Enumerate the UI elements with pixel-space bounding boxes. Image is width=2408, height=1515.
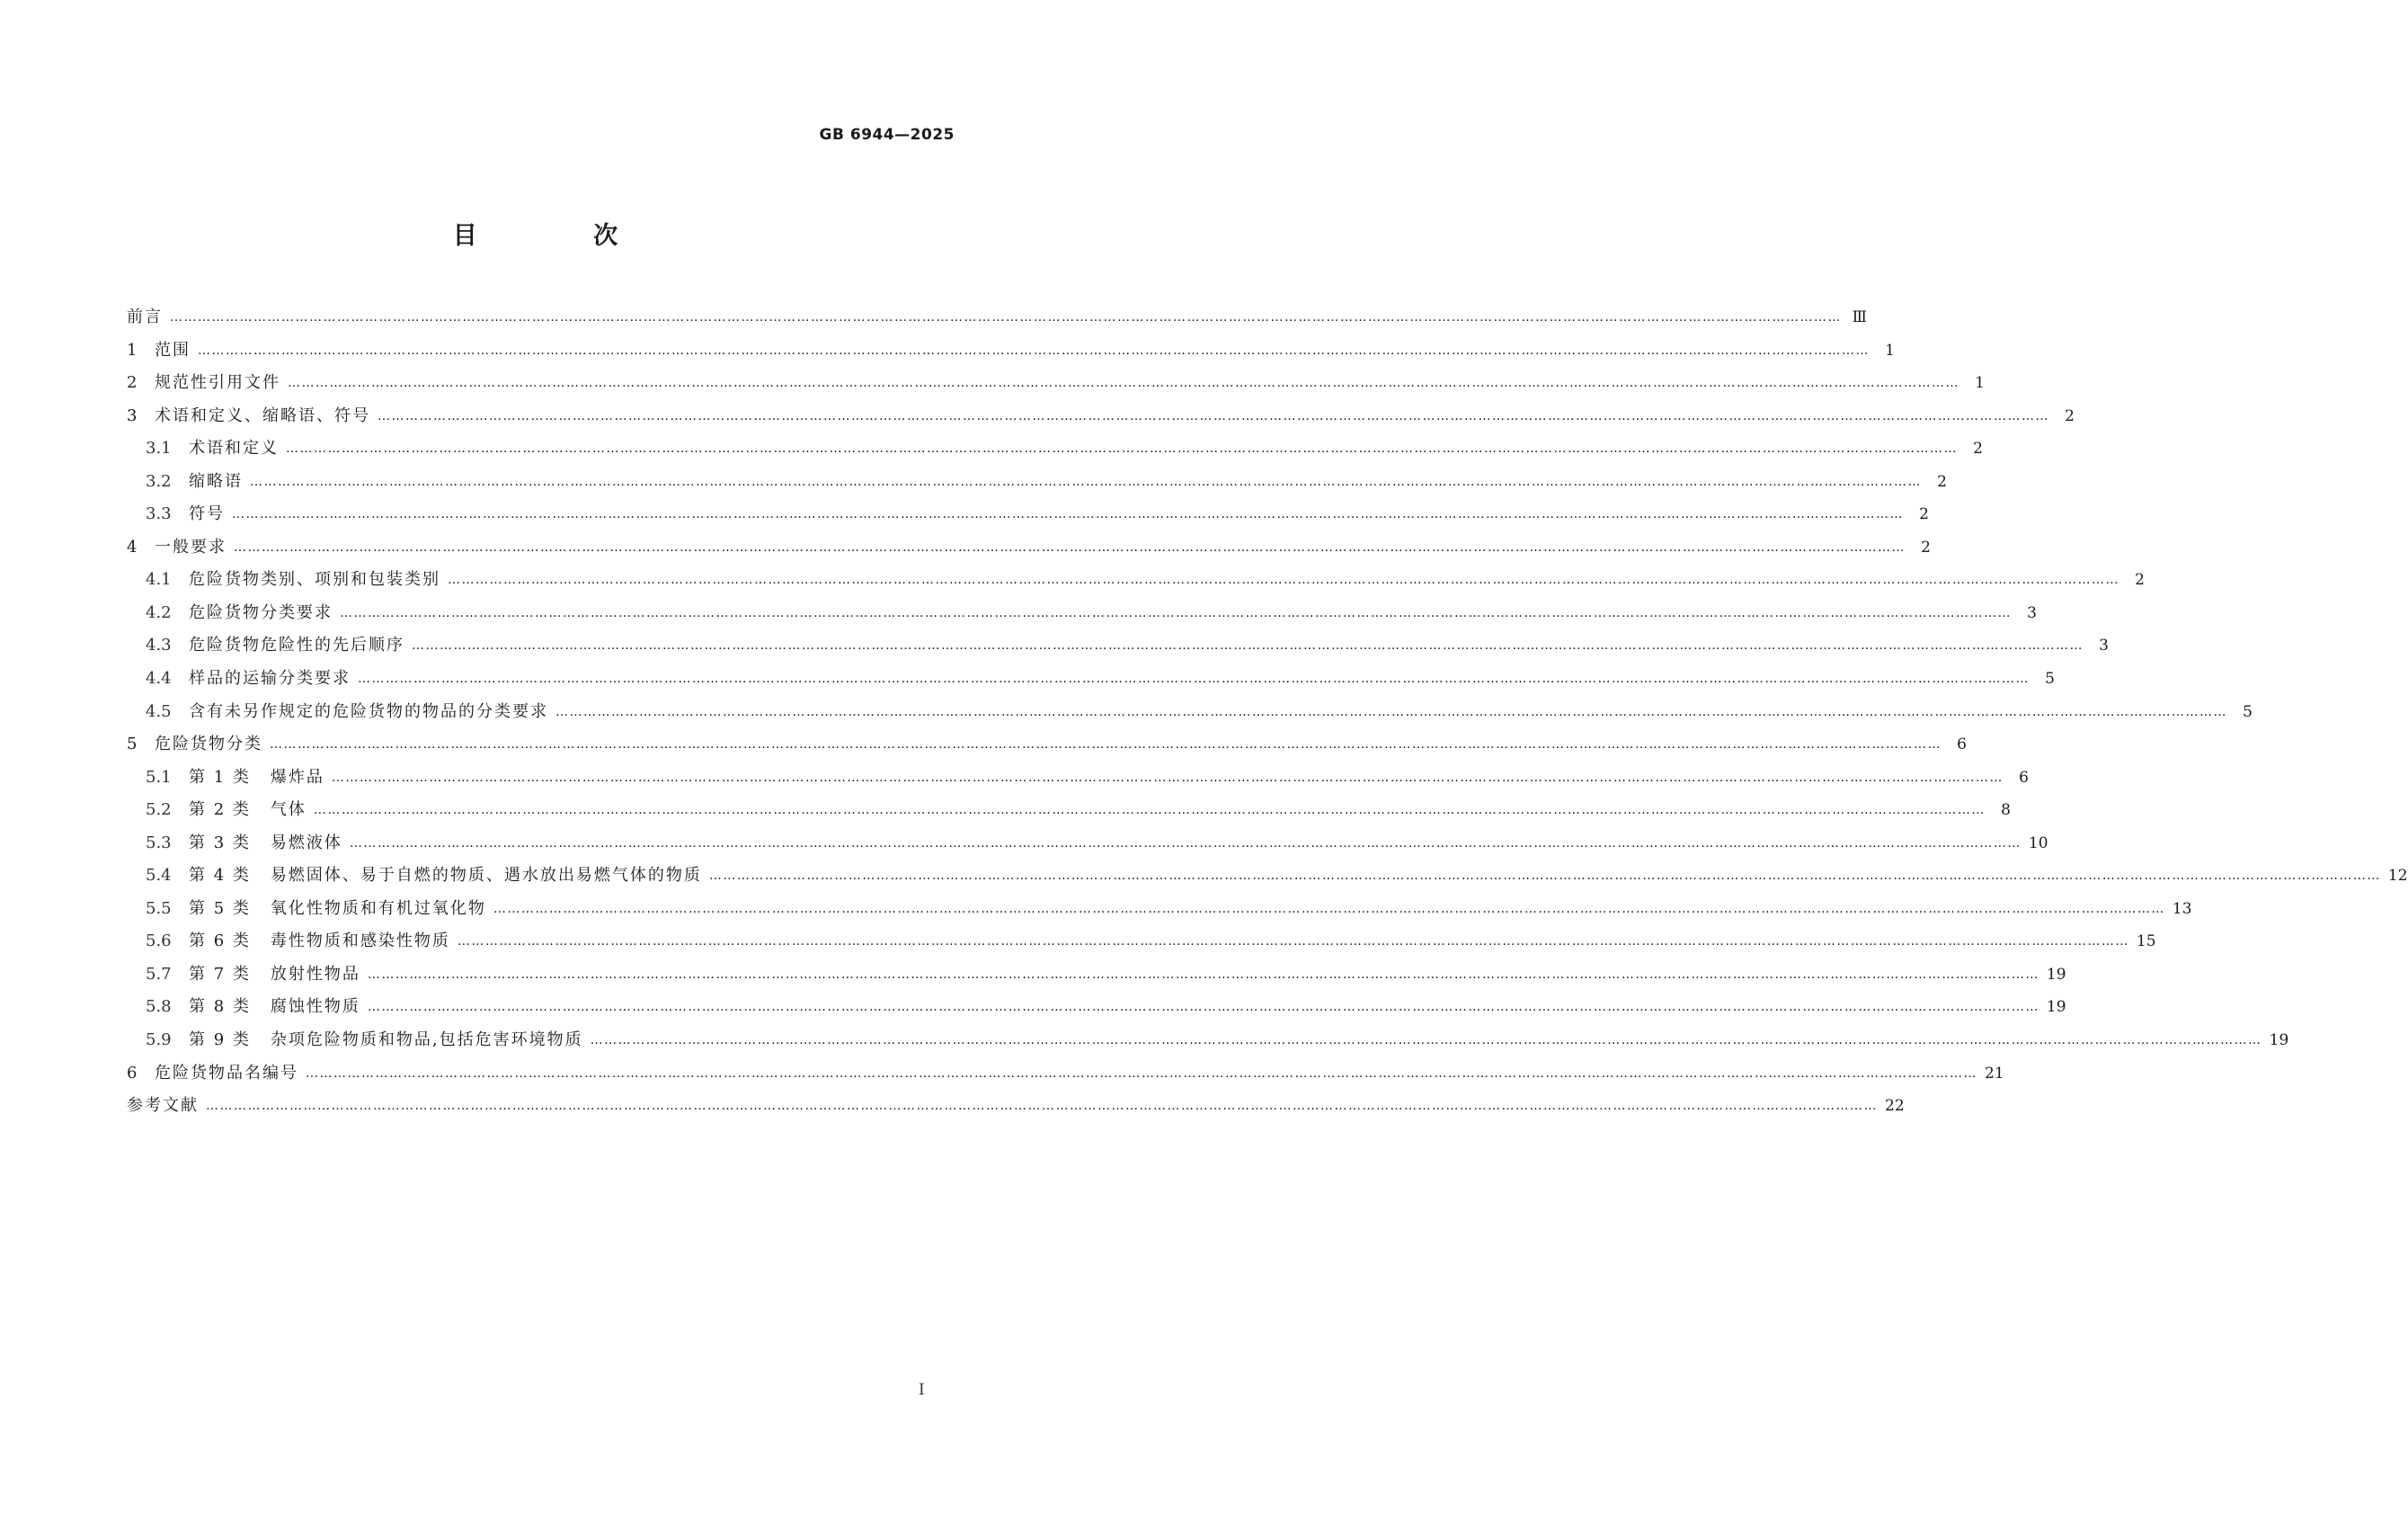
toc-entry-page: 5 [2045, 670, 2055, 689]
toc-entry-page: 6 [2019, 768, 2029, 787]
toc-entry-page: 19 [2046, 965, 2066, 984]
toc-leader-dots: ……………………………………………………………………………………………………………………………………………………………………………………………………………………………………………………………………………………………………………………………… [306, 1065, 1977, 1081]
toc-entry-number: 3.1 [146, 439, 172, 459]
toc-entry-number: 3.3 [146, 504, 172, 524]
toc-entry[interactable] [127, 1063, 2004, 1096]
toc-entry-page: 2 [1921, 538, 1931, 557]
toc-entry-page: 22 [1885, 1097, 1905, 1116]
toc-entry[interactable] [127, 504, 1929, 537]
toc-entry-number: 6 [127, 1063, 138, 1083]
toc-entry-page: 2 [1919, 505, 1929, 524]
toc-entry-page: 6 [1957, 735, 1967, 754]
toc-leader-dots: ……………………………………………………………………………………………………………………………………………………………………………………………………………………………………………………………………………………………………………………………… [358, 672, 2030, 687]
toc-entry-title: 危险货物危险性的先后顺序 [189, 636, 404, 655]
toc-leader-dots: ……………………………………………………………………………………………………………………………………………………………………………………………………………………………………………………………………………………………………………………………… [448, 573, 2119, 588]
toc-entry-number: 5.2 [146, 800, 172, 820]
toc-entry-title: 参考文献 [127, 1096, 199, 1116]
toc-leader-dots: ……………………………………………………………………………………………………………………………………………………………………………………………………………………………………………………………………………………………………………………………… [367, 967, 2039, 982]
toc-entry-title: 第 8 类 [189, 997, 251, 1017]
toc-entry[interactable] [127, 799, 2011, 833]
toc-leader-dots: ……………………………………………………………………………………………………………………………………………………………………………………………………………………………………………………………………………………………………………………………… [232, 507, 1904, 522]
toc-entry-number: 4.2 [146, 602, 172, 622]
toc-entry-subtitle: 爆炸品 [270, 767, 324, 787]
toc-entry[interactable] [127, 537, 1931, 570]
toc-entry-subtitle: 易燃液体 [270, 833, 342, 852]
toc-entry-title: 范围 [155, 340, 191, 360]
toc-leader-dots: ……………………………………………………………………………………………………………………………………………………………………………………………………………………………………………………………………………………………………………………………… [708, 869, 2381, 884]
toc-entry-page: 12 [2387, 867, 2408, 886]
toc-entry-page: 2 [1937, 472, 1947, 491]
toc-entry-page: 3 [2099, 637, 2109, 655]
toc-entry-title: 一般要求 [155, 537, 227, 557]
toc-entry-title: 术语和定义、缩略语、符号 [155, 405, 370, 425]
toc-entry-number: 4.5 [146, 701, 172, 721]
toc-entry[interactable] [127, 668, 2055, 701]
toc-entry[interactable] [127, 767, 2029, 800]
toc-entry-number: 3 [127, 405, 138, 425]
toc-entry-title: 危险货物分类 [155, 735, 262, 754]
toc-entry-number: 5.5 [146, 898, 172, 918]
toc-entry[interactable] [127, 833, 2048, 866]
toc-entry[interactable] [127, 931, 2156, 964]
toc-entry-title: 第 1 类 [189, 767, 251, 787]
toc-leader-dots: ……………………………………………………………………………………………………………………………………………………………………………………………………………………………………………………………………………………………………………………………… [367, 1000, 2039, 1015]
toc-entry-number: 5.7 [146, 964, 172, 984]
toc-entry-title: 前言 [127, 307, 163, 326]
toc-entry-page: 21 [1985, 1064, 2004, 1083]
toc-entry-title: 第 5 类 [189, 898, 251, 918]
toc-entry-title: 术语和定义 [189, 439, 279, 459]
toc-entry-number: 5.8 [146, 997, 172, 1017]
toc-entry-title: 危险货物品名编号 [155, 1063, 298, 1083]
toc-entry[interactable] [127, 405, 2075, 439]
toc-entry-number: 5.3 [146, 833, 172, 852]
toc-entry-number: 5.1 [146, 767, 172, 787]
toc-entry-page: 1 [1885, 341, 1895, 360]
toc-entry-page: 19 [2046, 998, 2066, 1017]
toc-leader-dots: ……………………………………………………………………………………………………………………………………………………………………………………………………………………………………………………………………………………………………………………………… [590, 1033, 2262, 1048]
toc-entry-page: 2 [2135, 571, 2145, 590]
toc-entry-title: 缩略语 [189, 471, 243, 491]
toc-entry-subtitle: 易燃固体、易于自燃的物质、遇水放出易燃气体的物质 [270, 866, 702, 886]
toc-entry-title: 第 2 类 [189, 800, 251, 820]
toc-leader-dots: ……………………………………………………………………………………………………………………………………………………………………………………………………………………………………………………………………………………………………………………………… [270, 737, 1942, 753]
toc-entry-page: 3 [2027, 603, 2037, 622]
toc-entry-title: 危险货物分类要求 [189, 602, 333, 622]
toc-leader-dots: ……………………………………………………………………………………………………………………………………………………………………………………………………………………………………………………………………………………………………………………………… [286, 441, 1958, 457]
page-number: Ⅰ [919, 1381, 925, 1399]
toc-entry-number: 5.9 [146, 1030, 172, 1050]
toc-leader-dots: ……………………………………………………………………………………………………………………………………………………………………………………………………………………………………………………………………………………………………………………………… [378, 408, 2049, 423]
toc-entry-title: 第 6 类 [189, 931, 251, 951]
toc-entry-subtitle: 杂项危险物质和物品,包括危害环境物质 [270, 1030, 583, 1050]
toc-entry-number: 4 [127, 537, 138, 557]
toc-entry-page: 10 [2028, 833, 2048, 852]
toc-entry-page: Ⅲ [1852, 308, 1867, 326]
toc-leader-dots: ……………………………………………………………………………………………………………………………………………………………………………………………………………………………………………………………………………………………………………………………… [457, 934, 2129, 949]
toc-entry[interactable] [127, 1029, 2289, 1063]
toc-entry-number: 2 [127, 373, 138, 393]
toc-leader-dots: ……………………………………………………………………………………………………………………………………………………………………………………………………………………………………………………………………………………………………………………………… [331, 770, 2004, 785]
toc-entry-page: 5 [2243, 702, 2253, 721]
toc-entry-page: 1 [1975, 374, 1985, 393]
standard-number: GB 6944—2025 [819, 126, 955, 144]
toc-entry-subtitle: 氧化性物质和有机过氧化物 [270, 898, 486, 918]
toc-entry[interactable] [127, 307, 1867, 340]
toc-leader-dots: ……………………………………………………………………………………………………………………………………………………………………………………………………………………………………………………………………………………………………………………………… [198, 343, 1870, 358]
toc-title: 目 次 [452, 222, 672, 250]
toc-leader-dots: ……………………………………………………………………………………………………………………………………………………………………………………………………………………………………………………………………………………………………………………………… [288, 376, 1959, 391]
toc-leader-dots: ……………………………………………………………………………………………………………………………………………………………………………………………………………………………………………………………………………………………………………………………… [234, 539, 1906, 555]
toc-entry-title: 规范性引用文件 [155, 373, 280, 393]
toc-entry-page: 13 [2172, 899, 2192, 918]
toc-entry-subtitle: 气体 [270, 800, 307, 820]
toc-entry[interactable] [127, 438, 1983, 471]
toc-entry[interactable] [127, 372, 1985, 405]
toc-entry-number: 1 [127, 340, 138, 360]
toc-entry[interactable] [127, 340, 1895, 373]
toc-leader-dots: ……………………………………………………………………………………………………………………………………………………………………………………………………………………………………………………………………………………………………………………………… [170, 310, 1842, 325]
toc-leader-dots: ……………………………………………………………………………………………………………………………………………………………………………………………………………………………………………………………………………………………………………………………… [250, 474, 1922, 489]
toc-entry-title: 第 7 类 [189, 964, 251, 984]
toc-entry-number: 5.6 [146, 931, 172, 951]
toc-entry-number: 4.4 [146, 669, 172, 689]
toc-entry-title: 含有未另作规定的危险货物的物品的分类要求 [189, 701, 548, 721]
toc-entry-number: 5 [127, 735, 138, 754]
toc-entry-page: 8 [2001, 801, 2011, 820]
toc-entry[interactable] [127, 635, 2109, 668]
toc-entry-number: 4.3 [146, 636, 172, 655]
toc-leader-dots: ……………………………………………………………………………………………………………………………………………………………………………………………………………………………………………………………………………………………………………………………… [206, 1099, 1878, 1114]
toc-entry[interactable] [127, 734, 1967, 767]
toc-entry[interactable] [127, 602, 2037, 636]
toc-entry[interactable] [127, 471, 1947, 504]
toc-entry-page: 15 [2136, 932, 2156, 951]
toc-leader-dots: ……………………………………………………………………………………………………………………………………………………………………………………………………………………………………………………………………………………………………………………………… [340, 605, 2012, 620]
toc-entry-title: 样品的运输分类要求 [189, 669, 351, 689]
toc-entry-number: 5.4 [146, 866, 172, 886]
toc-entry[interactable] [127, 569, 2145, 602]
table-of-contents [127, 307, 2408, 1128]
toc-entry-title: 第 9 类 [189, 1030, 251, 1050]
toc-entry-subtitle: 放射性物品 [270, 964, 360, 984]
toc-leader-dots: ……………………………………………………………………………………………………………………………………………………………………………………………………………………………………………………………………………………………………………………………… [555, 704, 2227, 719]
toc-entry-number: 3.2 [146, 471, 172, 491]
toc-entry[interactable] [127, 964, 2066, 997]
toc-leader-dots: ……………………………………………………………………………………………………………………………………………………………………………………………………………………………………………………………………………………………………………………………… [313, 803, 1986, 818]
toc-entry-subtitle: 毒性物质和感染性物质 [270, 931, 450, 951]
toc-entry[interactable] [127, 701, 2253, 735]
toc-entry-page: 2 [2065, 406, 2075, 425]
toc-entry-page: 2 [1973, 440, 1983, 459]
toc-entry-subtitle: 腐蚀性物质 [270, 997, 360, 1017]
toc-entry-title: 第 3 类 [189, 833, 251, 852]
toc-entry[interactable] [127, 865, 2408, 898]
toc-entry-title: 危险货物类别、项别和包装类别 [189, 570, 440, 590]
toc-entry-page: 19 [2269, 1031, 2289, 1050]
toc-leader-dots: ……………………………………………………………………………………………………………………………………………………………………………………………………………………………………………………………………………………………………………………………… [349, 835, 2021, 851]
toc-entry[interactable] [127, 996, 2066, 1029]
toc-entry-title: 第 4 类 [189, 866, 251, 886]
toc-entry-title: 符号 [189, 504, 225, 524]
toc-entry[interactable] [127, 898, 2192, 931]
toc-entry[interactable] [127, 1095, 1905, 1128]
toc-leader-dots: ……………………………………………………………………………………………………………………………………………………………………………………………………………………………………………………………………………………………………………………………… [493, 901, 2165, 916]
toc-entry-number: 4.1 [146, 570, 172, 590]
toc-leader-dots: ……………………………………………………………………………………………………………………………………………………………………………………………………………………………………………………………………………………………………………………………… [412, 638, 2084, 654]
